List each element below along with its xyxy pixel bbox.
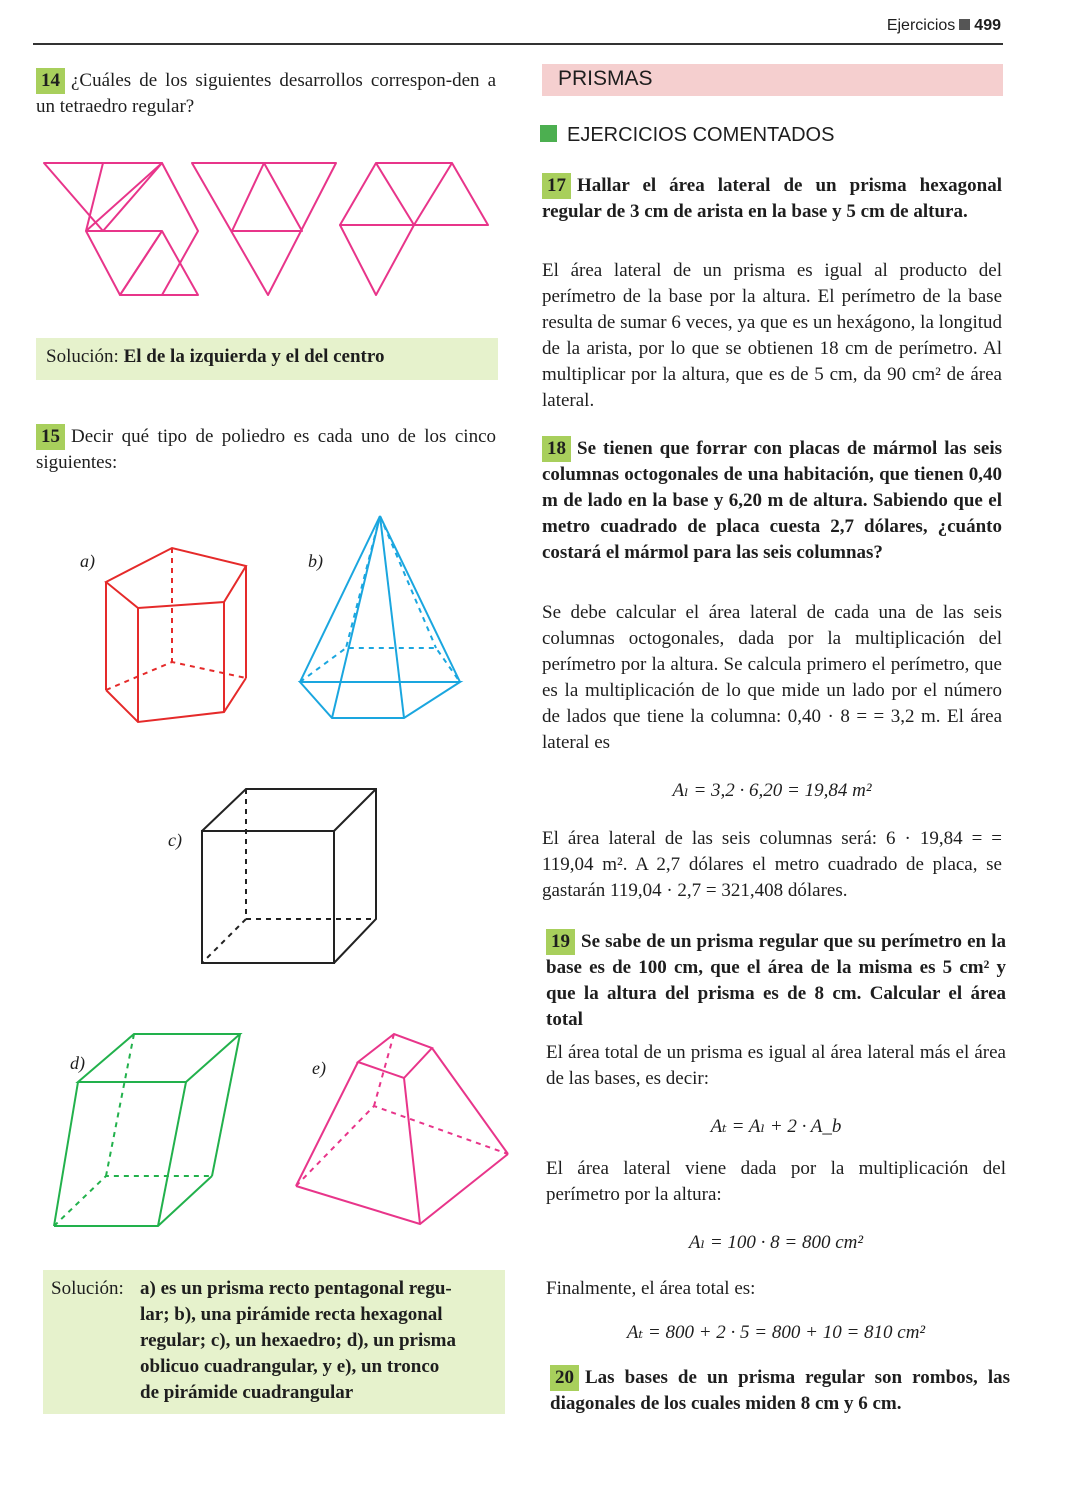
exercise-question: ¿Cuáles de los siguientes desarrollos correspon-den a un tetraedro regular? bbox=[36, 70, 496, 117]
net-left bbox=[44, 163, 198, 295]
solution-line: oblicuo cuadrangular, y e), un tronco bbox=[140, 1356, 440, 1377]
exercise-number: 18 bbox=[542, 436, 571, 462]
label-b: b) bbox=[308, 551, 323, 571]
cube-figure bbox=[196, 785, 382, 967]
tetrahedron-nets-figure bbox=[40, 155, 500, 305]
label-c: c) bbox=[168, 830, 182, 850]
exercise-number: 14 bbox=[36, 68, 65, 94]
green-square-icon bbox=[540, 125, 557, 142]
subsection-heading bbox=[540, 124, 834, 147]
solution-line: lar; b), una pirámide recta hexagonal bbox=[140, 1304, 443, 1325]
exercise-19-answer-2: El área lateral viene dada por la multiplicación del perímetro por la altura: bbox=[546, 1158, 1006, 1205]
solution-14 bbox=[36, 338, 498, 380]
formula-total-result: Aₜ = 800 + 2 · 5 = 800 + 10 = 810 cm² bbox=[626, 1322, 926, 1343]
solution-line: a) es un prisma recto pentagonal regu- bbox=[140, 1278, 452, 1299]
exercise-19-question bbox=[546, 929, 1006, 1033]
oblique-prism-figure bbox=[50, 1030, 246, 1230]
net-right bbox=[340, 163, 488, 295]
net-center bbox=[192, 163, 336, 295]
exercise-18-answer: Se debe calcular el área lateral de cada una de las seis columnas octogonales, dada por la multiplicación del perímetro por la altura. Se calcula primero el perímetro, que es la multiplicación de lo que mide un lado por el número de lados que tiene la columna: 0,40 · 8 = = 3,2 m. El área lateral es bbox=[542, 602, 1002, 753]
page-number: 499 bbox=[974, 17, 1001, 34]
exercise-question: Se sabe de un prisma regular que su perímetro en la base es de 100 cm, que el área de la misma es 5 cm² y que la altura del prisma es de 8 cm. Calcular el área total bbox=[546, 931, 1006, 1030]
solution-15 bbox=[43, 1270, 505, 1414]
formula-lateral: Aₗ = 100 · 8 = 800 cm² bbox=[688, 1232, 864, 1253]
square-bullet-icon bbox=[959, 19, 970, 30]
label-a: a) bbox=[80, 551, 95, 571]
exercise-number: 19 bbox=[546, 929, 575, 955]
solution-line: de pirámide cuadrangular bbox=[140, 1382, 354, 1403]
subsection-title: EJERCICIOS COMENTADOS bbox=[567, 124, 835, 146]
exercise-question: Las bases de un prisma regular son rombos, las diagonales de los cuales miden 8 cm y 6 cm. bbox=[550, 1367, 1010, 1414]
exercise-17-answer: El área lateral de un prisma es igual al producto del perímetro de la base por la altura. El perímetro de la base resulta de sumar 6 veces, ya que es un hexágono, la longitud de la arista, por lo que se obtienen 18 cm de perímetro. Al multiplicar por la altura, que es de 5 cm, da 90 cm² de área lateral. bbox=[542, 260, 1002, 411]
section-title: PRISMAS bbox=[558, 67, 653, 90]
exercise-question: Se tienen que forrar con placas de mármol las seis columnas octogonales de una habitación, que tienen 0,40 m de lado en la base y 6,20 m de altura. Sabiendo que el metro cuadrado de placa cuesta 2,7 dólares, ¿cuánto costará el mármol para las seis columnas? bbox=[542, 438, 1002, 563]
frustum-figure bbox=[290, 1030, 512, 1228]
exercise-14 bbox=[36, 68, 496, 120]
label-e: e) bbox=[312, 1058, 326, 1078]
solution-label: Solución: bbox=[46, 346, 119, 367]
exercise-question: Decir qué tipo de poliedro es cada uno de los cinco siguientes: bbox=[36, 426, 496, 473]
exercise-question: Hallar el área lateral de un prisma hexagonal regular de 3 cm de arista en la base y 5 cm de altura. bbox=[542, 175, 1002, 222]
section-name: Ejercicios bbox=[886, 17, 956, 34]
running-head bbox=[887, 17, 1001, 35]
formula-total-area: Aₜ = Aₗ + 2 · A_b bbox=[710, 1116, 842, 1137]
exercise-18-answer-2: El área lateral de las seis columnas será: 6 · 19,84 = = 119,04 m². A 2,7 dólares el metro cuadrado de placa, se gastarán 119,04 · 2,7 = 321,408 dólares. bbox=[542, 828, 1002, 901]
exercise-15 bbox=[36, 424, 496, 476]
exercise-19-answer-3: Finalmente, el área total es: bbox=[546, 1278, 756, 1299]
exercise-number: 15 bbox=[36, 424, 65, 450]
header-rule bbox=[33, 43, 1003, 45]
solution-text: El de la izquierda y el del centro bbox=[123, 346, 385, 367]
solution-label: Solución: bbox=[51, 1278, 124, 1299]
exercise-19-answer: El área total de un prisma es igual al área lateral más el área de las bases, es decir: bbox=[546, 1042, 1006, 1089]
exercise-18-question bbox=[542, 436, 1002, 566]
solution-line: regular; c), un hexaedro; d), un prisma bbox=[140, 1330, 456, 1351]
exercise-number: 17 bbox=[542, 173, 571, 199]
label-d: d) bbox=[70, 1053, 85, 1073]
pentagonal-prism-figure bbox=[98, 540, 253, 725]
exercise-number: 20 bbox=[550, 1365, 579, 1391]
hexagonal-pyramid-figure bbox=[296, 512, 466, 724]
exercise-20-question bbox=[550, 1365, 1010, 1417]
formula-lateral-area: Aₗ = 3,2 · 6,20 = 19,84 m² bbox=[672, 780, 872, 801]
section-banner bbox=[542, 64, 1003, 96]
exercise-17-question bbox=[542, 173, 1002, 225]
